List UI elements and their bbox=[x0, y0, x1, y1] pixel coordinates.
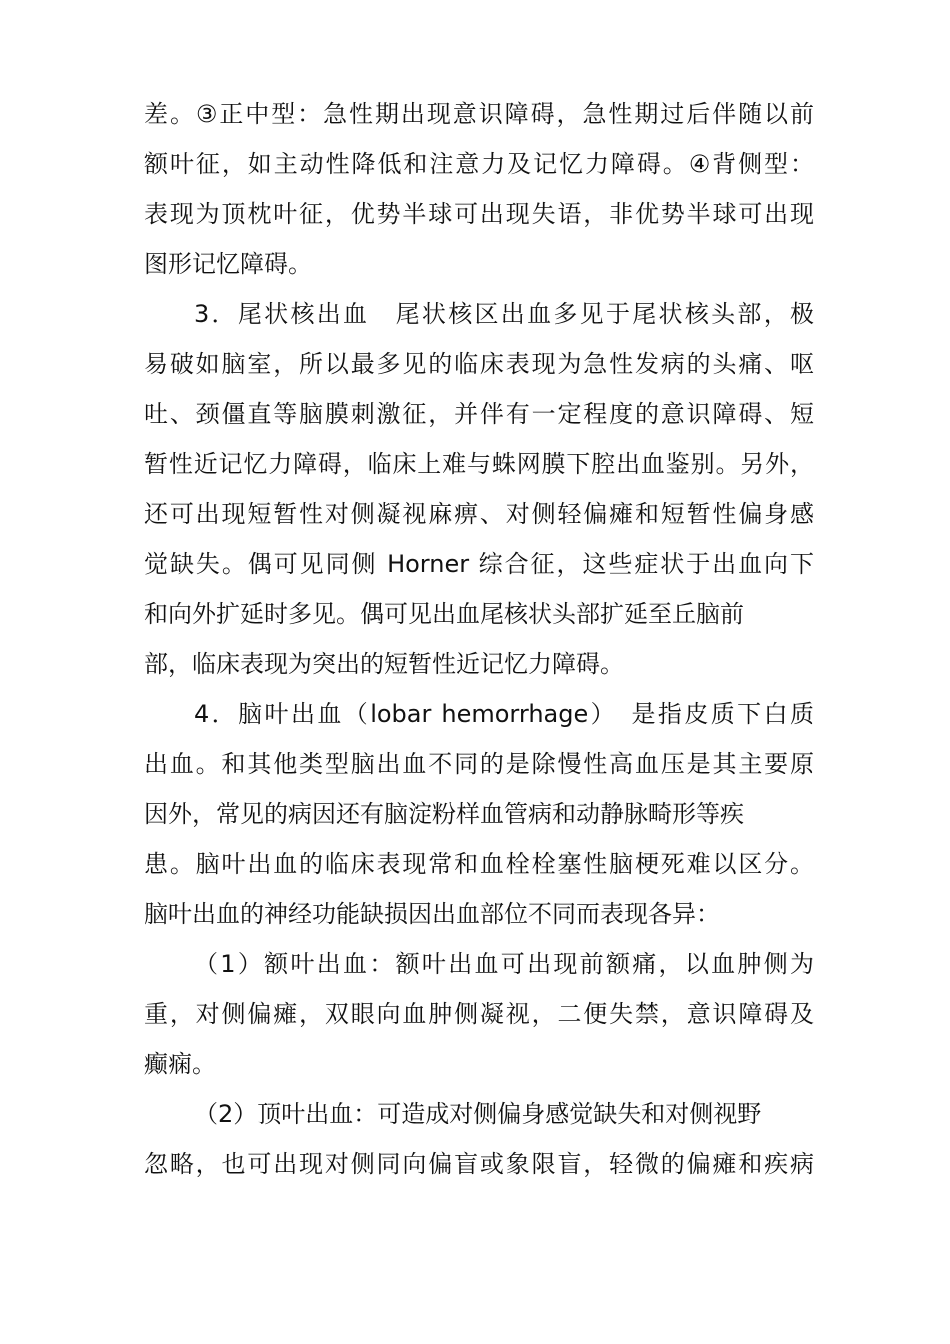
text-line: 吐、颈僵直等脑膜刺激征，并伴有一定程度的意识障碍、短 bbox=[144, 400, 814, 428]
text-line: 表现为顶枕叶征，优势半球可出现失语，非优势半球可出现 bbox=[144, 200, 814, 228]
text-line: 脑叶出血的神经功能缺损因出血部位不同而表现各异： bbox=[144, 900, 720, 928]
text-line: 觉缺失。偶可见同侧 Horner 综合征，这些症状于出血向下 bbox=[144, 550, 814, 578]
section-heading-caudate-hemorrhage: 3．尾状核出血 尾状核区出血多见于尾状核头部，极 bbox=[194, 300, 814, 328]
text-line: 差。③正中型：急性期出现意识障碍，急性期过后伴随以前 bbox=[144, 100, 814, 128]
text-line: 癫痫。 bbox=[144, 1050, 216, 1078]
text-line: 出血。和其他类型脑出血不同的是除慢性高血压是其主要原 bbox=[144, 750, 814, 778]
subsection-frontal-lobe: （1）额叶出血：额叶出血可出现前额痛，以血肿侧为 bbox=[194, 950, 814, 978]
text-line: 部，临床表现为突出的短暂性近记忆力障碍。 bbox=[144, 650, 624, 678]
text-line: 还可出现短暂性对侧凝视麻痹、对侧轻偏瘫和短暂性偏身感 bbox=[144, 500, 814, 528]
text-line: 和向外扩延时多见。偶可见出血尾核状头部扩延至丘脑前 bbox=[144, 600, 744, 628]
text-line: 暂性近记忆力障碍，临床上难与蛛网膜下腔出血鉴别。另外， bbox=[144, 450, 814, 478]
text-line: 易破如脑室，所以最多见的临床表现为急性发病的头痛、呕 bbox=[144, 350, 814, 378]
subsection-parietal-lobe: （2）顶叶出血：可造成对侧偏身感觉缺失和对侧视野 bbox=[194, 1100, 762, 1128]
text-line: 患。脑叶出血的临床表现常和血栓栓塞性脑梗死难以区分。 bbox=[144, 850, 814, 878]
text-line: 额叶征，如主动性降低和注意力及记忆力障碍。④背侧型： bbox=[144, 150, 814, 178]
section-heading-lobar-hemorrhage: 4．脑叶出血（lobar hemorrhage） 是指皮质下白质 bbox=[194, 700, 814, 728]
text-line: 因外，常见的病因还有脑淀粉样血管病和动静脉畸形等疾 bbox=[144, 800, 744, 828]
text-line: 图形记忆障碍。 bbox=[144, 250, 312, 278]
text-line: 忽略，也可出现对侧同向偏盲或象限盲，轻微的偏瘫和疾病 bbox=[144, 1150, 814, 1178]
text-line: 重，对侧偏瘫，双眼向血肿侧凝视，二便失禁，意识障碍及 bbox=[144, 1000, 814, 1028]
